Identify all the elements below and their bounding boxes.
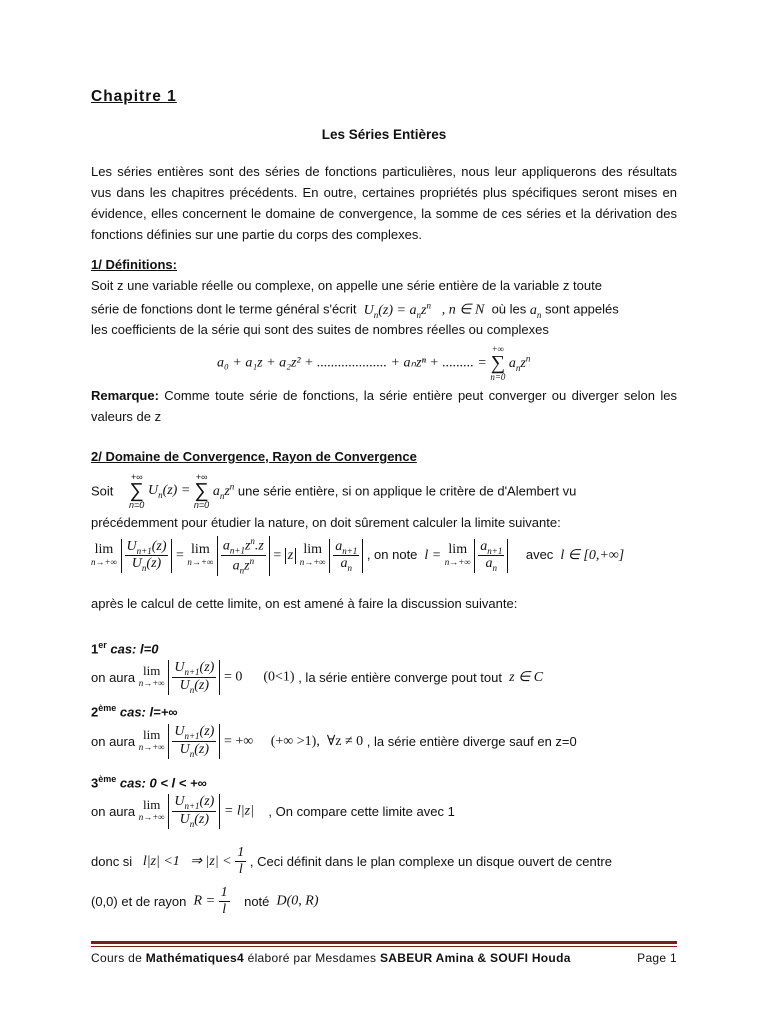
sont-appeles-text: sont appelés [545, 301, 619, 317]
case-1-title: cas: l=0 [106, 641, 159, 657]
case-3-number: 3 [91, 775, 99, 791]
case-2-line [91, 724, 577, 759]
sum-symbol-1: +∞ ∑ n=0 [129, 472, 145, 510]
dalembert-limit-equation: lim n→+∞ $\frac{U_{n+1}(z)}{U_n(z)}$ = lim n→+∞ $\frac{a_{n+1}z^n.z}{a_nz^n}$ = z lim n→+∞ $\frac{a_{n+1}}{a_n}$ , on note l = lim n→+∞ $\frac{a_{n+1}}{a_n}$ avec l ∈ [0,+∞] [91, 536, 625, 576]
case-1-heading [91, 640, 158, 656]
z-in-c: z ∈ C [505, 669, 544, 685]
case-2-on-aura: on aura [91, 733, 136, 749]
power-series-equation [217, 344, 530, 382]
abs-ratio-2: $\frac{a_{n+1}z^n.z}{a_nz^n}$ [217, 536, 270, 576]
an-symbol: $a_n$ [529, 302, 542, 320]
after-limit-line: après le calcul de cette limite, on est amené à faire la discussion suivante: [91, 596, 518, 611]
one-over-l: $\frac{1}{l}$ [237, 845, 245, 877]
footer-pre: Cours de [91, 951, 146, 965]
definition-line-2 [91, 300, 619, 319]
sum-symbol-2: +∞ ∑ n=0 [193, 472, 210, 510]
n-in-n: , n ∈ N [441, 302, 485, 318]
l-def: l = [420, 548, 442, 564]
ou-les-text: où les [491, 301, 527, 317]
case-2-result: = +∞ (+∞ >1), ∀z ≠ 0 [223, 733, 364, 749]
remark-paragraph [91, 385, 677, 427]
footer-rule [91, 941, 677, 944]
inequality: l|z| <1 ⇒ |z| < [135, 854, 232, 869]
soit-text: Soit [91, 483, 114, 499]
case-2-heading [91, 703, 178, 719]
case-2-lim: lim n→+∞ [138, 727, 165, 753]
avec-text: avec [525, 547, 554, 563]
precedemment-line: précédemment pour étudier la nature, on doit sûrement calculer la limite suivante: [91, 515, 561, 530]
definition-text: série de fonctions dont le terme général s'écrit [91, 301, 357, 317]
case-3-line [91, 794, 455, 829]
on-note-text: , on note [366, 547, 418, 563]
case-3-title: cas: 0 < l < +∞ [116, 775, 207, 791]
section-2-heading: 2/ Domaine de Convergence, Rayon de Convergence [91, 449, 417, 464]
abs-ratio-4: $\frac{a_{n+1}}{a_n}$ [474, 539, 508, 574]
series-term: $a_nz^n$ [508, 353, 531, 373]
lim-1: lim n→+∞ [91, 541, 117, 567]
case-2-text: , la série entière diverge sauf en z=0 [366, 733, 577, 749]
case-3-text: , On compare cette limite avec 1 [268, 803, 455, 819]
case-1-on-aura: on aura [91, 669, 136, 685]
rayon-line [91, 885, 319, 918]
case-1-ratio: $\frac{U_{n+1}(z)}{U_n(z)}$ [168, 660, 220, 695]
rayon-text: (0,0) et de rayon [91, 894, 187, 909]
abs-z: z [285, 548, 296, 564]
chapter-heading: Chapitre 1 [91, 88, 177, 105]
donc-text: , Ceci définit dans le plan complexe un disque ouvert de centre [249, 854, 612, 869]
series-expansion: a₀ + a₁z + a₂z² + .................... + aₙzⁿ + ......... = [217, 355, 487, 371]
donc-si-line [91, 845, 612, 878]
intro-paragraph: Les séries entières sont des séries de fonctions particulières, nous leur appliquerons des résultats vus dans les chapitres précédents. En outre, certaines propriétés plus spécifiques seront mises en évidence, elles concernent le domaine de convergence, la somme de ces séries et la dérivation des fonctions définies sur une partie du corps des complexes. [91, 164, 677, 242]
r-fraction: $\frac{1}{l}$ [220, 885, 228, 917]
footer-course: Mathématiques4 [145, 951, 244, 965]
case-3-sup: ème [98, 774, 117, 784]
lim-4: lim n→+∞ [444, 541, 471, 567]
case-2-ratio: $\frac{U_{n+1}(z)}{U_n(z)}$ [168, 724, 220, 759]
page-footer [91, 951, 677, 965]
footer-rule-thin [91, 946, 677, 947]
soit-line [91, 472, 576, 510]
series-def: $U_n(z)$ = [147, 482, 191, 500]
case-1-text: , la série entière converge pout tout [298, 669, 502, 685]
page-title: Les Séries Entières [321, 127, 447, 142]
case-3-on-aura: on aura [91, 803, 136, 819]
r-equals: R = [190, 893, 216, 909]
definition-line-1: Soit z une variable réelle ou complexe, on appelle une série entière de la variable z toute [91, 278, 602, 293]
case-1-lim: lim n→+∞ [138, 663, 165, 689]
sum-symbol: +∞ ∑ n=0 [490, 344, 506, 382]
lim-3: lim n→+∞ [299, 541, 326, 567]
case-1-sup: er [98, 640, 107, 650]
lim-2: lim n→+∞ [187, 541, 214, 567]
abs-ratio-3: $\frac{a_{n+1}}{a_n}$ [329, 539, 363, 574]
case-3-lim: lim n→+∞ [138, 797, 165, 823]
soit-rest-text: une série entière, si on applique le critère de d'Alembert vu [237, 483, 577, 499]
note-text: noté [244, 894, 270, 909]
case-2-number: 2 [91, 704, 99, 720]
section-1-heading: 1/ Définitions: [91, 257, 177, 272]
general-term-formula: $U_n(z) = a_nz^n$ [360, 300, 431, 320]
remark-label: Remarque: [91, 388, 159, 403]
case-3-ratio: $\frac{U_{n+1}(z)}{U_n(z)}$ [168, 794, 220, 829]
footer-mid: élaboré par Mesdames [243, 951, 380, 965]
case-1-result: = 0 (0<1) [223, 669, 295, 685]
case-2-sup: ème [98, 703, 117, 713]
case-1-line [91, 660, 543, 695]
remark-text: Comme toute série de fonctions, la série entière peut converger ou diverger selon les valeurs de z [91, 388, 677, 424]
definition-line-3: les coefficients de la série qui sont des suites de nombres réelles ou complexes [91, 322, 549, 337]
page-number: Page 1 [637, 951, 677, 965]
case-1-number: 1 [91, 641, 99, 657]
abs-ratio-1: $\frac{U_{n+1}(z)}{U_n(z)}$ [121, 539, 173, 574]
case-2-title: cas: l=+∞ [116, 704, 178, 720]
series-def-term: $a_nz^n$ [212, 481, 235, 501]
donc-si-text: donc si [91, 854, 133, 869]
footer-authors: SABEUR Amina & SOUFI Houda [379, 951, 571, 965]
case-3-heading [91, 774, 207, 790]
disk-notation: D(0, R) [273, 893, 319, 909]
case-3-result: = l|z| [223, 803, 254, 819]
l-interval: l ∈ [0,+∞] [556, 548, 625, 564]
